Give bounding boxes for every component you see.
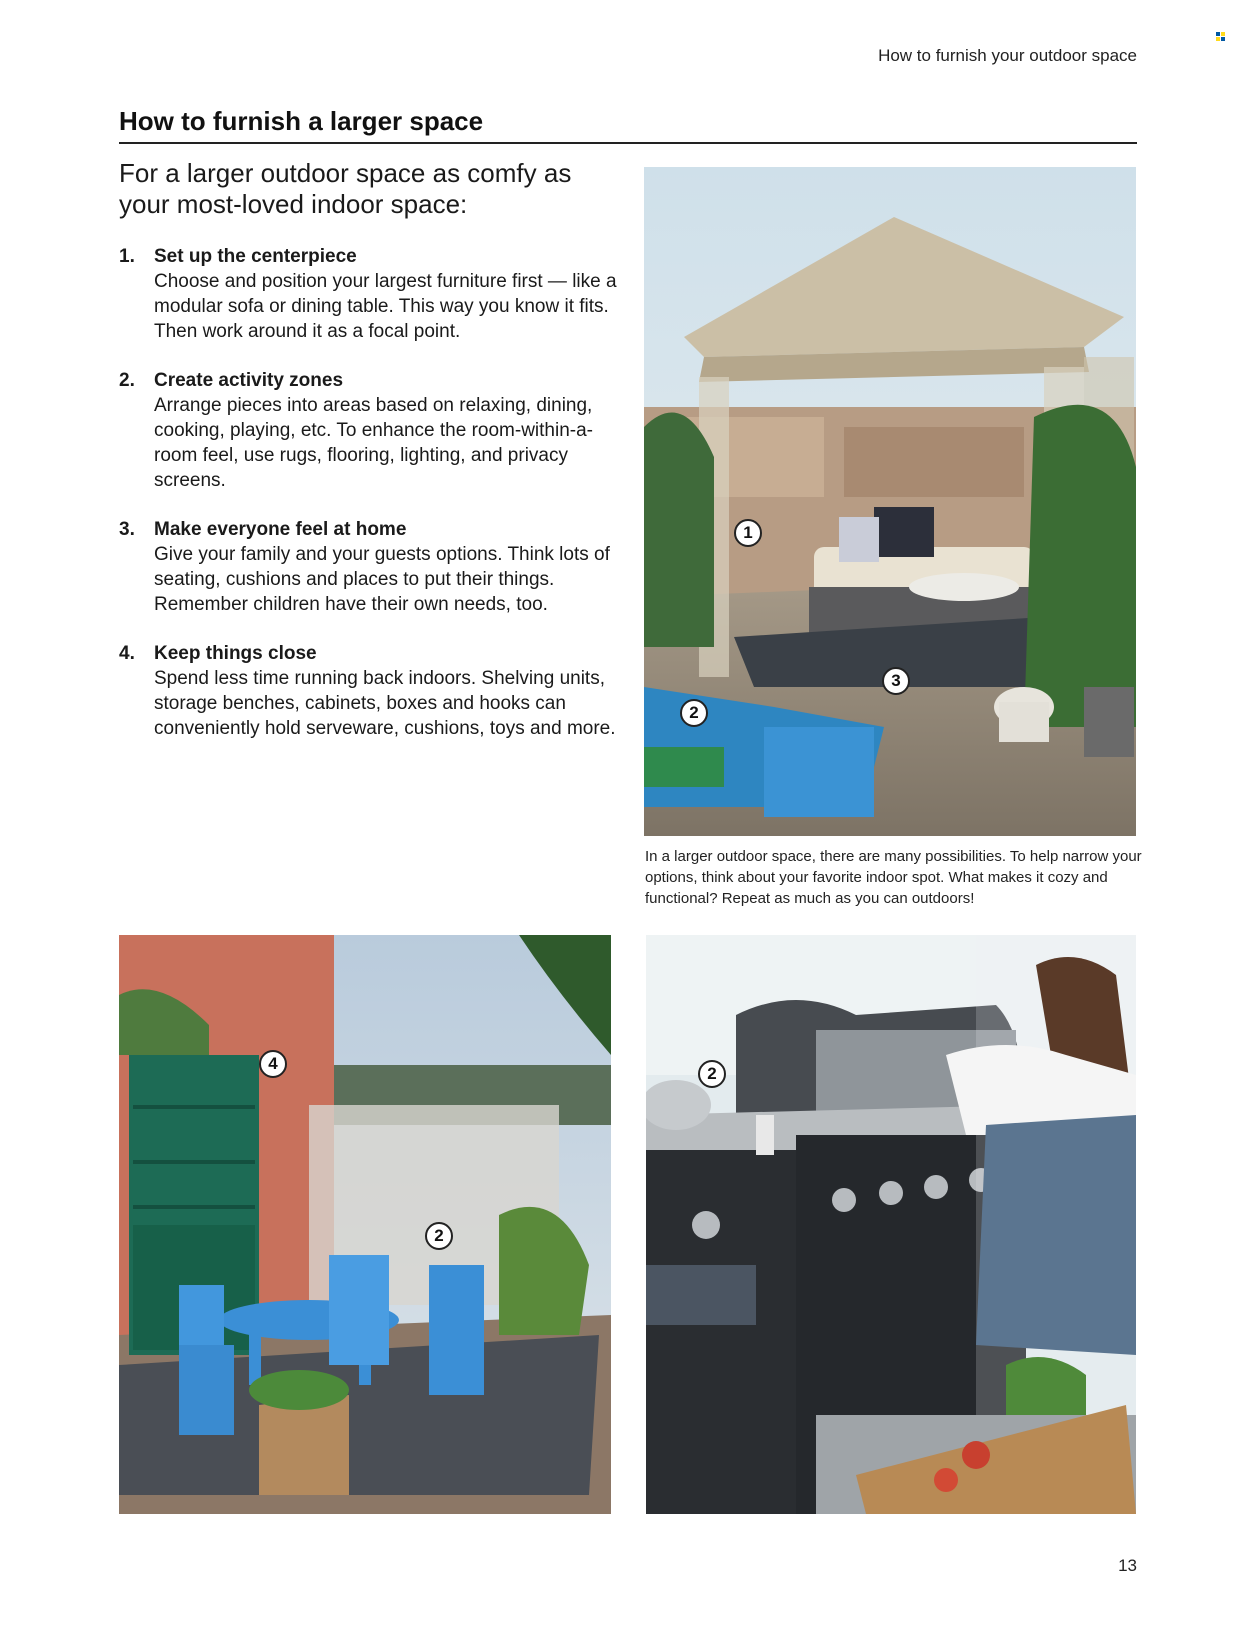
callout-marker: 2 <box>698 1060 726 1088</box>
step-body: Spend less time running back indoors. Shelving units, storage benches, cabinets, boxes and hooks can conveniently hold serveware, cushions, toys and more. <box>154 668 616 739</box>
page-number: 13 <box>1118 1556 1137 1575</box>
section-title: How to furnish a larger space <box>119 106 484 136</box>
callout-marker: 4 <box>259 1050 287 1078</box>
running-header: How to furnish your outdoor space <box>878 46 1137 65</box>
steps-list <box>119 244 619 765</box>
step-item <box>119 641 619 741</box>
title-divider <box>119 142 1137 144</box>
step-number: 2. <box>119 370 135 391</box>
step-number: 1. <box>119 246 135 267</box>
step-body: Give your family and your guests options. Think lots of seating, cushions and places to put their things. Remember children have their own needs, too. <box>154 544 610 615</box>
callout-marker: 2 <box>425 1222 453 1250</box>
step-number: 3. <box>119 519 135 540</box>
callout-marker: 3 <box>882 667 910 695</box>
step-heading: Keep things close <box>154 643 317 664</box>
step-heading: Create activity zones <box>154 370 344 391</box>
gazebo-lounge-photo <box>644 167 1136 836</box>
grill-kitchen-photo <box>646 935 1136 1514</box>
step-body: Arrange pieces into areas based on relaxing, dining, cooking, playing, etc. To enhance the room-within-a-room feel, use rugs, flooring, lighting, and privacy screens. <box>154 395 594 491</box>
step-heading: Set up the centerpiece <box>154 246 357 267</box>
step-item <box>119 368 619 493</box>
step-number: 4. <box>119 643 135 664</box>
step-body: Choose and position your largest furniture first — like a modular sofa or dining table. This way you know it fits. Then work around it as a focal point. <box>154 271 617 342</box>
callout-marker: 1 <box>734 519 762 547</box>
brand-mark <box>1216 32 1225 41</box>
step-heading: Make everyone feel at home <box>154 519 407 540</box>
intro-text: For a larger outdoor space as comfy as your most-loved indoor space: <box>119 158 572 219</box>
callout-marker: 2 <box>680 699 708 727</box>
photo-caption: In a larger outdoor space, there are many possibilities. To help narrow your options, think about your favorite indoor spot. What makes it cozy and functional? Repeat as much as you can outdoors! <box>645 848 1142 907</box>
step-item <box>119 517 619 617</box>
step-item <box>119 244 619 344</box>
kids-corner-photo <box>119 935 611 1514</box>
